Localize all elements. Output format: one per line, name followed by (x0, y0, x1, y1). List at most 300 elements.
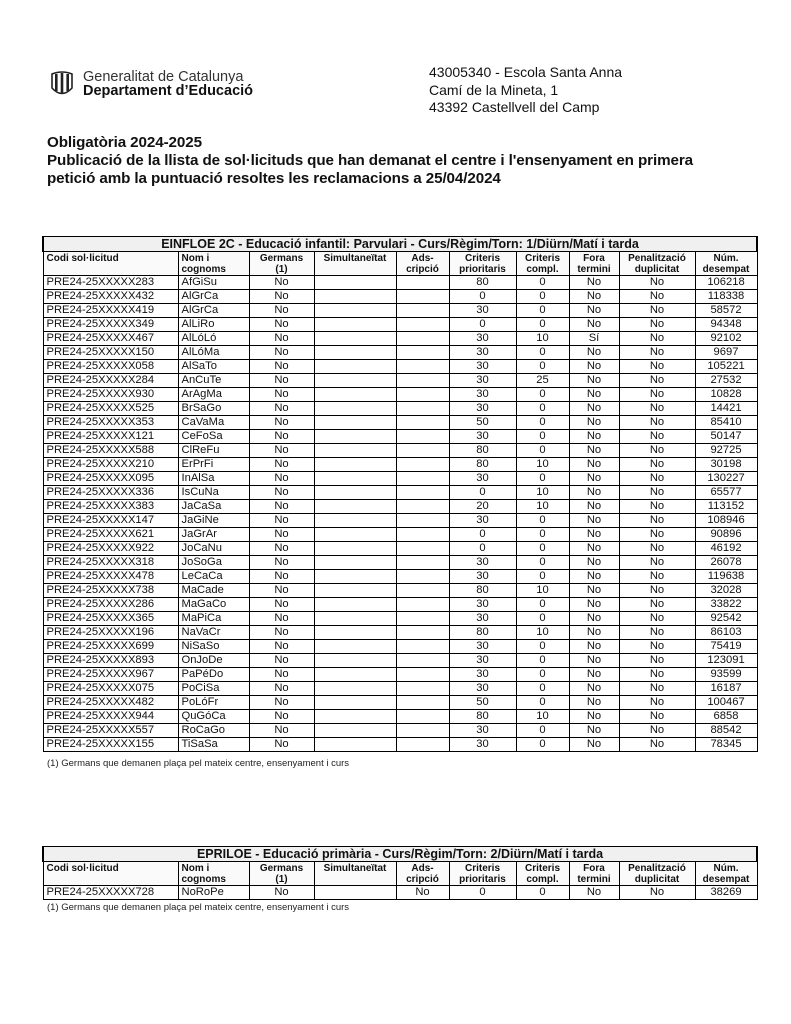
cell-codi: PRE24-25XXXXX482 (43, 696, 178, 710)
cell-desempat: 32028 (695, 584, 757, 598)
cell-simultaneitat (314, 472, 396, 486)
cell-fora-termini: No (569, 584, 619, 598)
cell-adscripcio (396, 416, 449, 430)
cell-criteris-prioritaris: 80 (449, 710, 516, 724)
table-row (43, 388, 757, 402)
cell-simultaneitat (314, 626, 396, 640)
cell-penalitzacio: No (619, 556, 695, 570)
cell-criteris-compl: 0 (516, 360, 569, 374)
cell-desempat: 85410 (695, 416, 757, 430)
cell-adscripcio (396, 654, 449, 668)
cell-simultaneitat (314, 388, 396, 402)
cell-criteris-prioritaris: 20 (449, 500, 516, 514)
col-header-fora-termini: Fora termini (569, 862, 619, 886)
cell-nom: QuGóCa (178, 710, 249, 724)
cell-desempat: 16187 (695, 682, 757, 696)
cell-nom: BrSaGo (178, 402, 249, 416)
cell-adscripcio (396, 430, 449, 444)
cell-desempat: 106218 (695, 276, 757, 290)
cell-criteris-prioritaris: 80 (449, 458, 516, 472)
cell-codi: PRE24-25XXXXX210 (43, 458, 178, 472)
cell-nom: AlGrCa (178, 304, 249, 318)
cell-criteris-prioritaris: 30 (449, 724, 516, 738)
cell-criteris-compl: 0 (516, 654, 569, 668)
cell-fora-termini: No (569, 696, 619, 710)
col-header-penalitzacio: Penalització duplicitat (619, 252, 695, 276)
title-description-2: petició amb la puntuació resoltes les reclamacions a 25/04/2024 (47, 170, 501, 187)
cell-penalitzacio: No (619, 640, 695, 654)
table-row (43, 668, 757, 682)
cell-adscripcio (396, 486, 449, 500)
cell-adscripcio (396, 724, 449, 738)
cell-criteris-prioritaris: 0 (449, 528, 516, 542)
cell-criteris-prioritaris: 30 (449, 668, 516, 682)
cell-simultaneitat (314, 612, 396, 626)
cell-codi: PRE24-25XXXXX336 (43, 486, 178, 500)
cell-germans: No (249, 570, 314, 584)
cell-penalitzacio: No (619, 738, 695, 752)
table-row (43, 430, 757, 444)
col-header-desempat: Núm. desempat (695, 862, 757, 886)
col-header-germans: Germans (1) (249, 862, 314, 886)
cell-germans: No (249, 598, 314, 612)
cell-adscripcio (396, 682, 449, 696)
cell-desempat: 93599 (695, 668, 757, 682)
col-header-simultaneitat: Simultaneïtat (314, 862, 396, 886)
cell-nom: ArAgMa (178, 388, 249, 402)
col-header-fora-termini: Fora termini (569, 252, 619, 276)
cell-criteris-compl: 0 (516, 388, 569, 402)
cell-fora-termini: No (569, 472, 619, 486)
cell-criteris-prioritaris: 80 (449, 626, 516, 640)
cell-codi: PRE24-25XXXXX196 (43, 626, 178, 640)
cell-fora-termini: No (569, 500, 619, 514)
cell-nom: NiSaSo (178, 640, 249, 654)
col-header-adscripcio: Ads- cripció (396, 252, 449, 276)
cell-penalitzacio: No (619, 668, 695, 682)
logo-line-generalitat: Generalitat de Catalunya (83, 69, 244, 85)
cell-fora-termini: No (569, 416, 619, 430)
cell-penalitzacio: No (619, 696, 695, 710)
cell-penalitzacio: No (619, 682, 695, 696)
cell-criteris-compl: 0 (516, 444, 569, 458)
cell-codi: PRE24-25XXXXX147 (43, 514, 178, 528)
cell-criteris-compl: 0 (516, 528, 569, 542)
cell-criteris-prioritaris: 0 (449, 886, 516, 900)
cell-germans: No (249, 886, 314, 900)
column-headers (43, 862, 757, 886)
cell-nom: NaVaCr (178, 626, 249, 640)
table-row (43, 710, 757, 724)
cell-adscripcio (396, 598, 449, 612)
col-header-codi: Codi sol·licitud (43, 252, 178, 276)
cell-codi: PRE24-25XXXXX893 (43, 654, 178, 668)
cell-desempat: 92102 (695, 332, 757, 346)
cell-desempat: 65577 (695, 486, 757, 500)
cell-fora-termini: No (569, 360, 619, 374)
cell-nom: RoCaGo (178, 724, 249, 738)
cell-penalitzacio: No (619, 304, 695, 318)
cell-criteris-compl: 0 (516, 640, 569, 654)
cell-germans: No (249, 444, 314, 458)
cell-germans: No (249, 416, 314, 430)
cell-desempat: 10828 (695, 388, 757, 402)
cell-nom: JoCaNu (178, 542, 249, 556)
cell-adscripcio (396, 612, 449, 626)
col-header-nom: Nom i cognoms (178, 252, 249, 276)
cell-fora-termini: No (569, 738, 619, 752)
table-row (43, 584, 757, 598)
cell-adscripcio (396, 570, 449, 584)
table-row (43, 626, 757, 640)
cell-simultaneitat (314, 360, 396, 374)
table-row (43, 514, 757, 528)
footnote-germans: (1) Germans que demanen plaça pel mateix centre, ensenyament i curs (47, 902, 350, 913)
table-row (43, 598, 757, 612)
cell-criteris-compl: 0 (516, 318, 569, 332)
col-header-adscripcio: Ads- cripció (396, 862, 449, 886)
cell-simultaneitat (314, 682, 396, 696)
cell-adscripcio (396, 710, 449, 724)
cell-penalitzacio: No (619, 500, 695, 514)
cell-nom: JoSoGa (178, 556, 249, 570)
cell-desempat: 94348 (695, 318, 757, 332)
cell-penalitzacio: No (619, 388, 695, 402)
cell-nom: NoRoPe (178, 886, 249, 900)
cell-germans: No (249, 724, 314, 738)
cell-codi: PRE24-25XXXXX155 (43, 738, 178, 752)
cell-fora-termini: No (569, 886, 619, 900)
cell-criteris-prioritaris: 50 (449, 696, 516, 710)
cell-germans: No (249, 332, 314, 346)
table-row (43, 556, 757, 570)
cell-codi: PRE24-25XXXXX075 (43, 682, 178, 696)
cell-simultaneitat (314, 276, 396, 290)
cell-criteris-compl: 0 (516, 402, 569, 416)
title-description-1: Publicació de la llista de sol·licituds que han demanat el centre i l'ensenyament en primera (47, 152, 693, 169)
cell-codi: PRE24-25XXXXX478 (43, 570, 178, 584)
cell-criteris-prioritaris: 30 (449, 654, 516, 668)
cell-criteris-compl: 0 (516, 542, 569, 556)
cell-criteris-compl: 10 (516, 584, 569, 598)
cell-simultaneitat (314, 542, 396, 556)
cell-codi: PRE24-25XXXXX621 (43, 528, 178, 542)
cell-desempat: 123091 (695, 654, 757, 668)
cell-criteris-prioritaris: 30 (449, 402, 516, 416)
cell-fora-termini: No (569, 556, 619, 570)
cell-nom: AlLiRo (178, 318, 249, 332)
table-row (43, 542, 757, 556)
table-row (43, 290, 757, 304)
table-row (43, 682, 757, 696)
cell-germans: No (249, 374, 314, 388)
column-headers (43, 252, 757, 276)
cell-criteris-prioritaris: 30 (449, 570, 516, 584)
cell-desempat: 9697 (695, 346, 757, 360)
cell-codi: PRE24-25XXXXX432 (43, 290, 178, 304)
cell-desempat: 27532 (695, 374, 757, 388)
applications-table-einfloe (42, 236, 758, 752)
cell-codi: PRE24-25XXXXX699 (43, 640, 178, 654)
applications-table-epriloe (42, 846, 758, 900)
table-row (43, 724, 757, 738)
cell-codi: PRE24-25XXXXX728 (43, 886, 178, 900)
cell-germans: No (249, 486, 314, 500)
cell-penalitzacio: No (619, 570, 695, 584)
cell-codi: PRE24-25XXXXX588 (43, 444, 178, 458)
cell-simultaneitat (314, 430, 396, 444)
cell-simultaneitat (314, 570, 396, 584)
cell-codi: PRE24-25XXXXX365 (43, 612, 178, 626)
cell-adscripcio (396, 458, 449, 472)
table-row (43, 570, 757, 584)
cell-germans: No (249, 668, 314, 682)
cell-simultaneitat (314, 710, 396, 724)
cell-adscripcio (396, 514, 449, 528)
cell-germans: No (249, 528, 314, 542)
cell-germans: No (249, 500, 314, 514)
col-header-desempat: Núm. desempat (695, 252, 757, 276)
cell-adscripcio (396, 388, 449, 402)
cell-simultaneitat (314, 584, 396, 598)
cell-desempat: 118338 (695, 290, 757, 304)
cell-criteris-compl: 10 (516, 332, 569, 346)
table-row (43, 318, 757, 332)
cell-germans: No (249, 402, 314, 416)
table-row (43, 654, 757, 668)
cell-desempat: 92725 (695, 444, 757, 458)
cell-penalitzacio: No (619, 724, 695, 738)
school-name: 43005340 - Escola Santa Anna (429, 64, 623, 80)
cell-desempat: 26078 (695, 556, 757, 570)
cell-nom: AlLóLó (178, 332, 249, 346)
cell-desempat: 119638 (695, 570, 757, 584)
cell-criteris-prioritaris: 30 (449, 738, 516, 752)
cell-fora-termini: Sí (569, 332, 619, 346)
table-row (43, 696, 757, 710)
cell-penalitzacio: No (619, 886, 695, 900)
table-row (43, 374, 757, 388)
cell-penalitzacio: No (619, 542, 695, 556)
cell-fora-termini: No (569, 528, 619, 542)
cell-criteris-compl: 10 (516, 710, 569, 724)
cell-penalitzacio: No (619, 514, 695, 528)
cell-penalitzacio: No (619, 360, 695, 374)
cell-desempat: 33822 (695, 598, 757, 612)
footnote-germans: (1) Germans que demanen plaça pel mateix centre, ensenyament i curs (47, 758, 350, 769)
cell-fora-termini: No (569, 598, 619, 612)
cell-criteris-prioritaris: 30 (449, 374, 516, 388)
cell-nom: MaPiCa (178, 612, 249, 626)
cell-simultaneitat (314, 598, 396, 612)
cell-nom: PoCiSa (178, 682, 249, 696)
cell-criteris-prioritaris: 30 (449, 556, 516, 570)
cell-criteris-prioritaris: 50 (449, 416, 516, 430)
cell-criteris-compl: 0 (516, 682, 569, 696)
cell-adscripcio (396, 500, 449, 514)
cell-criteris-compl: 0 (516, 612, 569, 626)
cell-codi: PRE24-25XXXXX738 (43, 584, 178, 598)
cell-adscripcio (396, 738, 449, 752)
cell-criteris-prioritaris: 30 (449, 640, 516, 654)
cell-codi: PRE24-25XXXXX967 (43, 668, 178, 682)
cell-germans: No (249, 710, 314, 724)
col-header-germans: Germans (1) (249, 252, 314, 276)
cell-germans: No (249, 388, 314, 402)
cell-fora-termini: No (569, 304, 619, 318)
cell-desempat: 75419 (695, 640, 757, 654)
cell-codi: PRE24-25XXXXX930 (43, 388, 178, 402)
cell-adscripcio (396, 332, 449, 346)
cell-germans: No (249, 640, 314, 654)
school-city: 43392 Castellvell del Camp (429, 99, 600, 115)
cell-desempat: 113152 (695, 500, 757, 514)
cell-desempat: 78345 (695, 738, 757, 752)
cell-criteris-compl: 0 (516, 276, 569, 290)
cell-penalitzacio: No (619, 612, 695, 626)
cell-codi: PRE24-25XXXXX922 (43, 542, 178, 556)
cell-desempat: 105221 (695, 360, 757, 374)
cell-criteris-prioritaris: 30 (449, 598, 516, 612)
cell-penalitzacio: No (619, 290, 695, 304)
cell-germans: No (249, 304, 314, 318)
cell-germans: No (249, 276, 314, 290)
cell-penalitzacio: No (619, 318, 695, 332)
cell-criteris-compl: 0 (516, 738, 569, 752)
cell-codi: PRE24-25XXXXX121 (43, 430, 178, 444)
cell-codi: PRE24-25XXXXX944 (43, 710, 178, 724)
cell-adscripcio: No (396, 886, 449, 900)
cell-simultaneitat (314, 886, 396, 900)
cell-simultaneitat (314, 290, 396, 304)
cell-nom: IsCuNa (178, 486, 249, 500)
cell-germans: No (249, 654, 314, 668)
cell-desempat: 90896 (695, 528, 757, 542)
cell-criteris-compl: 0 (516, 514, 569, 528)
cell-simultaneitat (314, 738, 396, 752)
cell-nom: AlSaTo (178, 360, 249, 374)
cell-germans: No (249, 318, 314, 332)
cell-fora-termini: No (569, 710, 619, 724)
cell-germans: No (249, 542, 314, 556)
cell-criteris-prioritaris: 30 (449, 472, 516, 486)
cell-adscripcio (396, 668, 449, 682)
cell-fora-termini: No (569, 346, 619, 360)
cell-nom: CeFoSa (178, 430, 249, 444)
table-row (43, 640, 757, 654)
cell-simultaneitat (314, 500, 396, 514)
cell-codi: PRE24-25XXXXX419 (43, 304, 178, 318)
catalan-government-emblem-icon (49, 71, 75, 97)
cell-codi: PRE24-25XXXXX467 (43, 332, 178, 346)
table-heading: EINFLOE 2C - Educació infantil: Parvulari - Curs/Règim/Torn: 1/Diürn/Matí i tarda (43, 237, 757, 252)
cell-adscripcio (396, 374, 449, 388)
cell-criteris-prioritaris: 80 (449, 584, 516, 598)
cell-codi: PRE24-25XXXXX353 (43, 416, 178, 430)
cell-penalitzacio: No (619, 598, 695, 612)
cell-desempat: 108946 (695, 514, 757, 528)
table-row (43, 458, 757, 472)
col-header-criteris-prioritaris: Criteris prioritaris (449, 252, 516, 276)
table-row (43, 276, 757, 290)
cell-desempat: 30198 (695, 458, 757, 472)
cell-fora-termini: No (569, 626, 619, 640)
cell-criteris-prioritaris: 30 (449, 346, 516, 360)
cell-simultaneitat (314, 402, 396, 416)
cell-fora-termini: No (569, 640, 619, 654)
cell-fora-termini: No (569, 668, 619, 682)
cell-criteris-compl: 10 (516, 500, 569, 514)
cell-simultaneitat (314, 528, 396, 542)
cell-criteris-compl: 10 (516, 458, 569, 472)
cell-fora-termini: No (569, 430, 619, 444)
cell-codi: PRE24-25XXXXX557 (43, 724, 178, 738)
school-address (429, 64, 622, 117)
cell-fora-termini: No (569, 276, 619, 290)
cell-codi: PRE24-25XXXXX283 (43, 276, 178, 290)
cell-desempat: 46192 (695, 542, 757, 556)
col-header-nom: Nom i cognoms (178, 862, 249, 886)
cell-simultaneitat (314, 458, 396, 472)
col-header-criteris-compl: Criteris compl. (516, 252, 569, 276)
cell-adscripcio (396, 444, 449, 458)
cell-fora-termini: No (569, 318, 619, 332)
cell-criteris-prioritaris: 30 (449, 388, 516, 402)
cell-germans: No (249, 556, 314, 570)
cell-criteris-prioritaris: 0 (449, 486, 516, 500)
cell-simultaneitat (314, 514, 396, 528)
cell-criteris-compl: 0 (516, 416, 569, 430)
cell-simultaneitat (314, 444, 396, 458)
cell-nom: JaGrAr (178, 528, 249, 542)
cell-adscripcio (396, 556, 449, 570)
cell-fora-termini: No (569, 374, 619, 388)
cell-desempat: 100467 (695, 696, 757, 710)
cell-simultaneitat (314, 416, 396, 430)
cell-germans: No (249, 682, 314, 696)
cell-criteris-prioritaris: 80 (449, 444, 516, 458)
cell-criteris-compl: 0 (516, 570, 569, 584)
cell-adscripcio (396, 360, 449, 374)
cell-adscripcio (396, 584, 449, 598)
cell-criteris-compl: 0 (516, 668, 569, 682)
cell-nom: MaCade (178, 584, 249, 598)
logo-line-departament: Departament d’Educació (83, 83, 254, 99)
cell-codi: PRE24-25XXXXX058 (43, 360, 178, 374)
cell-criteris-prioritaris: 0 (449, 542, 516, 556)
cell-germans: No (249, 290, 314, 304)
cell-fora-termini: No (569, 458, 619, 472)
cell-adscripcio (396, 318, 449, 332)
cell-fora-termini: No (569, 542, 619, 556)
table-row (43, 444, 757, 458)
cell-criteris-prioritaris: 30 (449, 304, 516, 318)
cell-nom: AfGiSu (178, 276, 249, 290)
cell-nom: MaGaCo (178, 598, 249, 612)
cell-nom: TiSaSa (178, 738, 249, 752)
school-street: Camí de la Mineta, 1 (429, 81, 559, 98)
cell-simultaneitat (314, 486, 396, 500)
table-row (43, 612, 757, 626)
cell-criteris-compl: 10 (516, 486, 569, 500)
cell-criteris-prioritaris: 30 (449, 612, 516, 626)
cell-codi: PRE24-25XXXXX318 (43, 556, 178, 570)
cell-nom: LeCaCa (178, 570, 249, 584)
cell-criteris-prioritaris: 80 (449, 276, 516, 290)
cell-codi: PRE24-25XXXXX150 (43, 346, 178, 360)
cell-nom: InAlSa (178, 472, 249, 486)
table-row (43, 738, 757, 752)
